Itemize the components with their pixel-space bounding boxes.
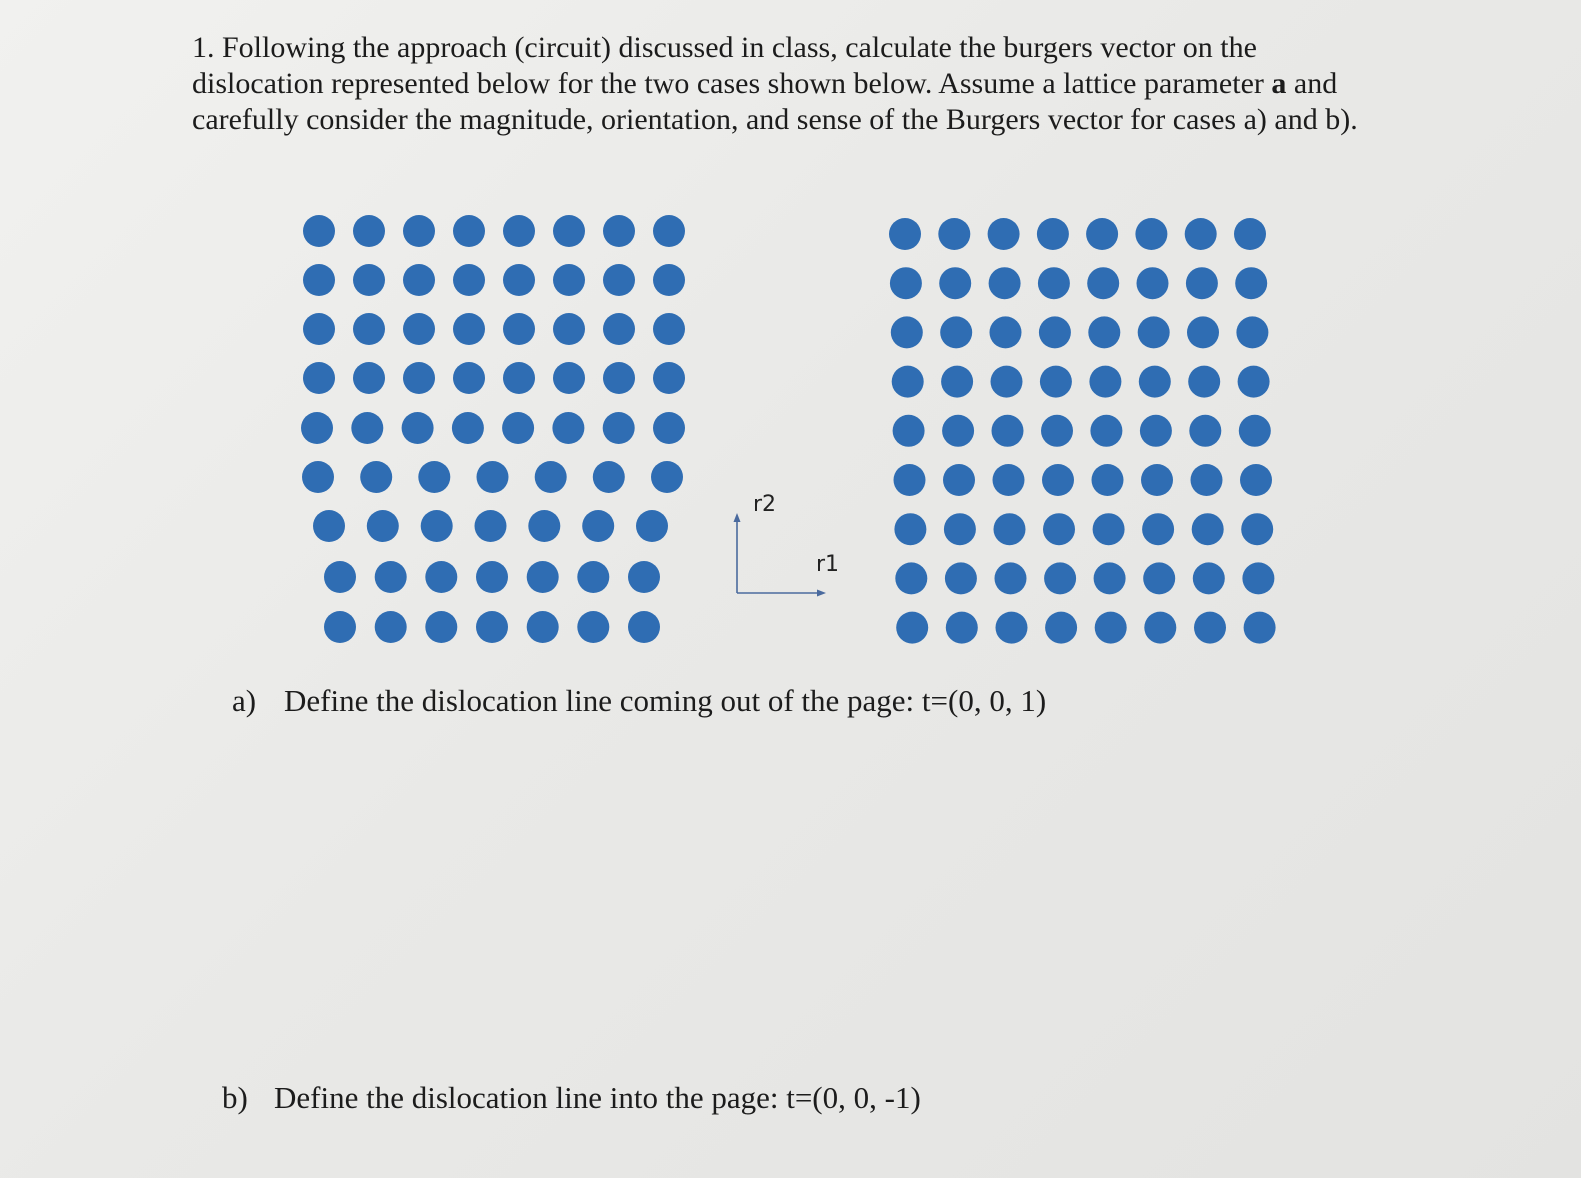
atom [1039, 316, 1071, 348]
atom [1242, 562, 1274, 594]
atom [1191, 464, 1223, 496]
atom [360, 461, 392, 493]
atom [1088, 316, 1120, 348]
atom [375, 611, 407, 643]
atom [1140, 415, 1172, 447]
atom [503, 264, 535, 296]
atom [993, 464, 1025, 496]
atom [603, 215, 635, 247]
atom [1038, 267, 1070, 299]
atom [353, 313, 385, 345]
atom [1192, 513, 1224, 545]
r1-label: r1 [816, 552, 840, 577]
atom [1094, 562, 1126, 594]
atom [577, 611, 609, 643]
atom [353, 264, 385, 296]
part-a [232, 683, 1046, 719]
atom [303, 215, 335, 247]
atom [892, 366, 924, 398]
atom [992, 415, 1024, 447]
atom [1188, 366, 1220, 398]
atom [1043, 513, 1075, 545]
atom [603, 412, 635, 444]
atom [893, 415, 925, 447]
atom [653, 215, 685, 247]
atom [553, 264, 585, 296]
atom [503, 362, 535, 394]
atom [1138, 316, 1170, 348]
atom [603, 362, 635, 394]
atom [1144, 612, 1176, 644]
atom [367, 510, 399, 542]
atom [303, 313, 335, 345]
atom [593, 461, 625, 493]
atom [403, 215, 435, 247]
atom [324, 561, 356, 593]
atom [990, 316, 1022, 348]
atom [418, 461, 450, 493]
atom [939, 267, 971, 299]
atom [653, 313, 685, 345]
atom [1189, 415, 1221, 447]
atom [653, 264, 685, 296]
atom [653, 412, 685, 444]
atom [1139, 366, 1171, 398]
atom [453, 215, 485, 247]
atom [403, 264, 435, 296]
atom [653, 362, 685, 394]
atom [895, 562, 927, 594]
atom [1089, 366, 1121, 398]
atom [453, 313, 485, 345]
atom [1040, 366, 1072, 398]
atom [1042, 464, 1074, 496]
part-b [222, 1080, 921, 1116]
atom [301, 412, 333, 444]
coordinate-axes [734, 492, 840, 597]
atom [943, 464, 975, 496]
atom [582, 510, 614, 542]
atom [1044, 562, 1076, 594]
atom [940, 316, 972, 348]
atom [476, 611, 508, 643]
right-crystal-perfect-lattice [889, 218, 1276, 644]
atom [1093, 513, 1125, 545]
atom [1239, 415, 1271, 447]
atom [476, 561, 508, 593]
atom [1095, 612, 1127, 644]
atom [891, 316, 923, 348]
atom [938, 218, 970, 250]
atom [303, 362, 335, 394]
atom [353, 362, 385, 394]
atom [1193, 562, 1225, 594]
part-a-text: Define the dislocation line coming out of the page: t=(0, 0, 1) [284, 683, 1047, 718]
atom [577, 561, 609, 593]
atom [994, 513, 1026, 545]
atom [553, 215, 585, 247]
atom [527, 561, 559, 593]
problem-text-1: Following the approach (circuit) discussed in class, calculate the burgers vector on the dislocation represented below for the two cases shown below. Assume a lattice parameter [192, 31, 1264, 100]
atom [351, 412, 383, 444]
atom [421, 510, 453, 542]
atom [996, 612, 1028, 644]
atom [503, 313, 535, 345]
atom [402, 412, 434, 444]
atom [988, 218, 1020, 250]
lattice-parameter-symbol: a [1271, 67, 1287, 100]
atom [1092, 464, 1124, 496]
part-b-label: b) [222, 1080, 248, 1115]
atom [628, 611, 660, 643]
atom [1185, 218, 1217, 250]
atom [475, 510, 507, 542]
atom [425, 611, 457, 643]
atom [890, 267, 922, 299]
part-a-label: a) [232, 683, 257, 718]
atom [989, 267, 1021, 299]
atom [303, 264, 335, 296]
r2-label: r2 [753, 492, 777, 517]
atom [477, 461, 509, 493]
atom [425, 561, 457, 593]
atom [942, 415, 974, 447]
atom [894, 464, 926, 496]
atom [628, 561, 660, 593]
atom [375, 561, 407, 593]
atom [1086, 218, 1118, 250]
atom [1236, 316, 1268, 348]
atom [1194, 612, 1226, 644]
atom [553, 362, 585, 394]
atom [991, 366, 1023, 398]
atom [1142, 513, 1174, 545]
atom [941, 366, 973, 398]
atom [528, 510, 560, 542]
atom [503, 215, 535, 247]
atom [946, 612, 978, 644]
problem-text-2: and carefully consider the magnitude, orientation, and sense of the Burgers vector for cases a) and b). [192, 67, 1358, 136]
atom [324, 611, 356, 643]
atom [453, 264, 485, 296]
atom [603, 313, 635, 345]
atom [1037, 218, 1069, 250]
atom [1238, 366, 1270, 398]
atom [452, 412, 484, 444]
atom [1234, 218, 1266, 250]
atom [1187, 316, 1219, 348]
atom [1087, 267, 1119, 299]
atom [1241, 513, 1273, 545]
atom [1244, 612, 1276, 644]
part-b-text: Define the dislocation line into the page: t=(0, 0, -1) [274, 1080, 921, 1115]
atom [603, 264, 635, 296]
atom [945, 562, 977, 594]
atom [403, 362, 435, 394]
atom [552, 412, 584, 444]
atom [636, 510, 668, 542]
atom [403, 313, 435, 345]
atom [353, 215, 385, 247]
atom [1135, 218, 1167, 250]
atom [889, 218, 921, 250]
atom [1143, 562, 1175, 594]
atom [1090, 415, 1122, 447]
left-crystal-edge-dislocation [301, 215, 685, 643]
atom [1141, 464, 1173, 496]
atom [502, 412, 534, 444]
atom [896, 612, 928, 644]
r1-arrowhead [817, 590, 826, 597]
atom [894, 513, 926, 545]
atom [527, 611, 559, 643]
atom [1186, 267, 1218, 299]
r2-arrowhead [734, 513, 741, 522]
atom [1235, 267, 1267, 299]
problem-number: 1. [192, 31, 215, 64]
atom [1240, 464, 1272, 496]
atom [453, 362, 485, 394]
atom [944, 513, 976, 545]
atom [1045, 612, 1077, 644]
atom [535, 461, 567, 493]
atom [1041, 415, 1073, 447]
atom [995, 562, 1027, 594]
atom [302, 461, 334, 493]
atom [313, 510, 345, 542]
atom [1137, 267, 1169, 299]
atom [553, 313, 585, 345]
atom [651, 461, 683, 493]
